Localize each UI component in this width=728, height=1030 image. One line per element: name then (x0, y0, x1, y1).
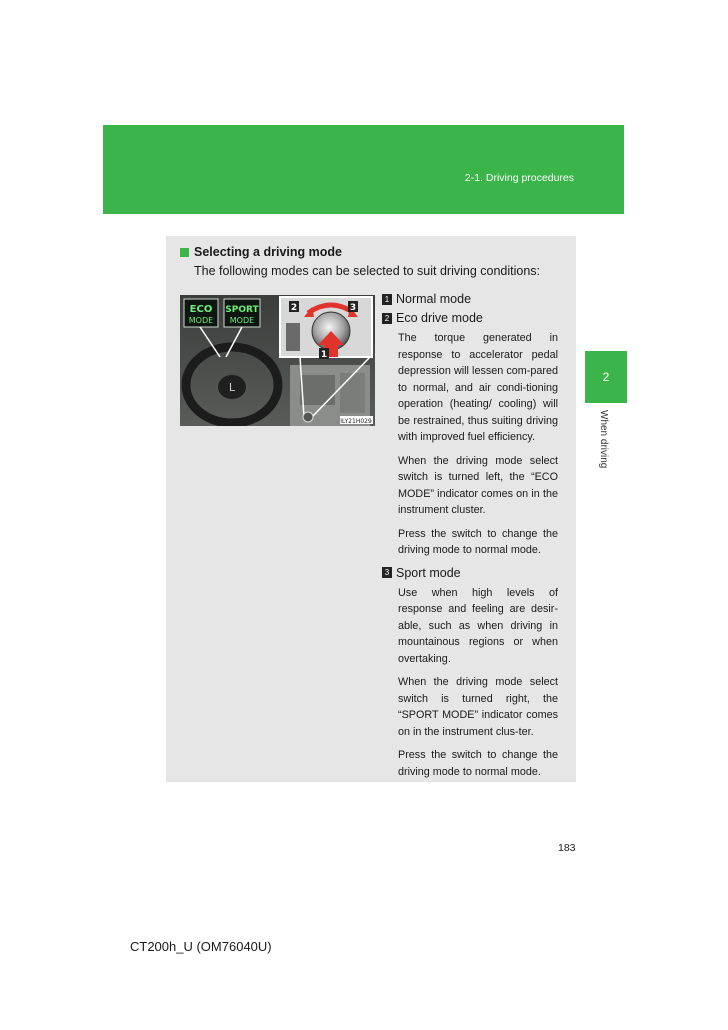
list-item-eco-mode (382, 311, 558, 325)
number-badge: 1 (382, 294, 392, 305)
intro-text: The following modes can be selected to suit driving conditions: (194, 264, 541, 278)
eco-label-2: MODE (188, 316, 214, 325)
number-badge: 2 (382, 313, 392, 324)
panel-heading (180, 245, 342, 259)
chapter-label: When driving (598, 410, 609, 469)
list-item-sport-mode (382, 566, 558, 580)
driving-mode-figure (180, 295, 375, 426)
item-label: Eco drive mode (396, 311, 483, 325)
page-number: 183 (558, 842, 576, 854)
content-panel (166, 236, 576, 782)
paragraph: When the driving mode select switch is turned left, the “ECO MODE” indicator comes on in the instrument cluster. (398, 454, 558, 516)
footer-model-code: CT200h_U (OM76040U) (130, 939, 272, 954)
list-item-normal-mode (382, 292, 558, 306)
green-square-icon (180, 248, 189, 257)
figure-code: ILY21H029 (340, 418, 372, 425)
sport-label-1: SPORT (225, 305, 259, 315)
callout-2: 2 (290, 303, 298, 313)
eco-label-1: ECO (189, 304, 213, 315)
callout-1: 1 (320, 350, 328, 360)
item-label: Normal mode (396, 292, 472, 306)
chapter-header (103, 125, 624, 214)
paragraph: The torque generated in response to accelerator pedal depression will lessen com-pared to normal, and air condi-tioning operation (heating/ cooling) will be restrained, thus suiting driving with improved fuel efficiency. (398, 332, 558, 443)
svg-text:L: L (228, 381, 236, 394)
section-title: 2-1. Driving procedures (464, 172, 574, 184)
chapter-tab (585, 351, 627, 403)
callout-3: 3 (349, 303, 357, 313)
dashboard-illustration (180, 295, 375, 426)
paragraph: When the driving mode select switch is turned right, the “SPORT MODE” indicator comes on in the instrument clus-ter. (398, 676, 558, 738)
number-badge: 3 (382, 567, 392, 578)
heading-text: Selecting a driving mode (194, 245, 342, 259)
mode-list (382, 292, 558, 787)
paragraph: Use when high levels of response and feeling are desir-able, such as when driving in mountainous regions or when overtaking. (398, 586, 558, 665)
paragraph: Press the switch to change the driving mode to normal mode. (398, 749, 558, 778)
chapter-number: 2 (602, 370, 610, 384)
sport-label-2: MODE (229, 316, 255, 325)
paragraph: Press the switch to change the driving mode to normal mode. (398, 527, 558, 556)
item-label: Sport mode (396, 565, 461, 580)
